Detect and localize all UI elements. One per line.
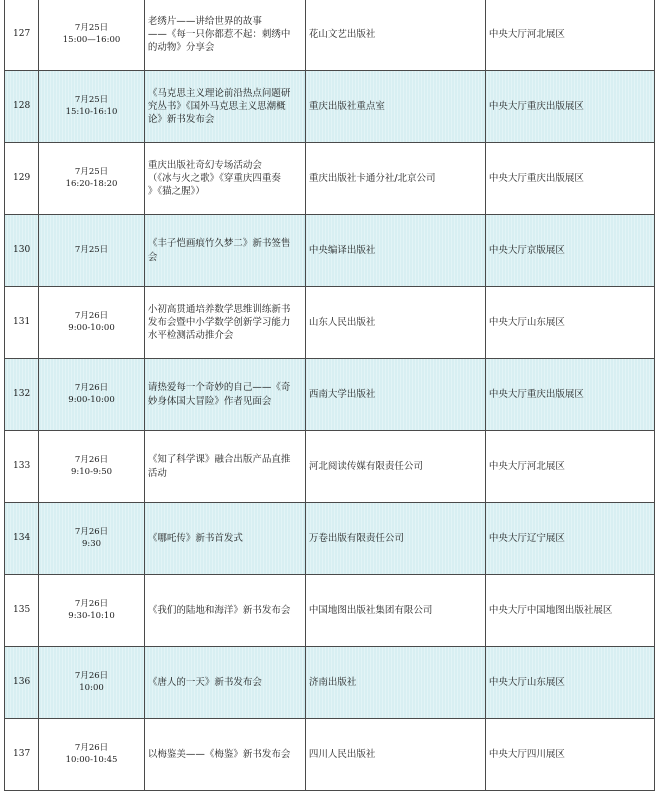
event-date: 7月25日 bbox=[74, 22, 109, 33]
datetime-cell bbox=[39, 143, 145, 215]
table-row bbox=[5, 431, 655, 503]
venue-cell: 中央大厅辽宁展区 bbox=[485, 503, 654, 575]
publisher-cell: 河北阅读传媒有限责任公司 bbox=[305, 431, 485, 503]
venue-cell: 中央大厅重庆出版展区 bbox=[485, 359, 654, 431]
datetime-cell bbox=[39, 431, 145, 503]
event-date: 7月26日 bbox=[74, 598, 109, 609]
table-row bbox=[5, 647, 655, 719]
event-title-line: 重庆出版社奇幻专场活动会 bbox=[147, 159, 262, 171]
row-number: 132 bbox=[5, 359, 39, 431]
event-title-line: 妙身体国大冒险》作者见面会 bbox=[147, 395, 272, 407]
datetime-cell bbox=[39, 647, 145, 719]
event-title-cell bbox=[144, 287, 305, 359]
row-number: 134 bbox=[5, 503, 39, 575]
event-date: 7月25日 bbox=[74, 244, 109, 255]
table-row bbox=[5, 287, 655, 359]
event-date: 7月26日 bbox=[74, 310, 109, 321]
event-title-line: 老绣片——讲给世界的故事 bbox=[147, 15, 262, 27]
event-title-line: （《冰与火之歌》《穿重庆四重奏 bbox=[147, 172, 281, 184]
venue-cell: 中央大厅中国地图出版社展区 bbox=[485, 575, 654, 647]
publisher-cell: 济南出版社 bbox=[305, 647, 485, 719]
event-date: 7月26日 bbox=[74, 526, 109, 537]
event-title-line: 水平检测活动推介会 bbox=[147, 330, 234, 342]
row-number: 137 bbox=[5, 719, 39, 791]
publisher-cell: 花山文艺出版社 bbox=[305, 0, 485, 71]
event-title-line: 的动物》分享会 bbox=[147, 42, 215, 54]
event-title-cell bbox=[144, 143, 305, 215]
publisher-cell: 中国地图出版社集团有限公司 bbox=[305, 575, 485, 647]
event-title-line: 《哪吒传》新书首发式 bbox=[147, 532, 243, 544]
event-date: 7月26日 bbox=[74, 670, 109, 681]
event-title-line: 《我们的陆地和海洋》新书发布会 bbox=[147, 604, 291, 616]
event-title-line: 请热爱每一个奇妙的自己——《奇 bbox=[147, 382, 291, 394]
venue-cell: 中央大厅四川展区 bbox=[485, 719, 654, 791]
event-title-line: 究丛书》《国外马克思主义思潮概 bbox=[147, 100, 286, 112]
event-date: 7月26日 bbox=[74, 382, 109, 393]
event-title-line: 小初高贯通培养数学思维训练新书 bbox=[147, 303, 291, 315]
publisher-cell: 四川人民出版社 bbox=[305, 719, 485, 791]
table-row bbox=[5, 359, 655, 431]
schedule-table-body bbox=[5, 0, 655, 791]
event-time: 10:00-10:45 bbox=[65, 754, 118, 765]
datetime-cell bbox=[39, 0, 145, 71]
venue-cell: 中央大厅河北展区 bbox=[485, 431, 654, 503]
row-number: 135 bbox=[5, 575, 39, 647]
event-time: 9:10-9:50 bbox=[70, 466, 113, 477]
event-date: 7月26日 bbox=[74, 742, 109, 753]
event-time: 9:30-10:10 bbox=[68, 610, 115, 621]
event-title-line: 《知了科学课》融合出版产品直推 bbox=[147, 454, 291, 466]
row-number: 129 bbox=[5, 143, 39, 215]
row-number: 136 bbox=[5, 647, 39, 719]
datetime-cell bbox=[39, 719, 145, 791]
event-date: 7月25日 bbox=[74, 94, 109, 105]
event-title-cell bbox=[144, 215, 305, 287]
row-number: 133 bbox=[5, 431, 39, 503]
row-number: 130 bbox=[5, 215, 39, 287]
table-row bbox=[5, 575, 655, 647]
table-row bbox=[5, 71, 655, 143]
event-title-line: 会 bbox=[147, 251, 158, 263]
venue-cell: 中央大厅河北展区 bbox=[485, 0, 654, 71]
event-time: 15:10-16:10 bbox=[65, 106, 118, 117]
event-time: 9:00-10:00 bbox=[68, 322, 115, 333]
event-title-line: 论》新书发布会 bbox=[147, 114, 215, 126]
event-time: 16:20-18:20 bbox=[65, 178, 118, 189]
event-title-cell bbox=[144, 0, 305, 71]
datetime-cell bbox=[39, 575, 145, 647]
event-title-cell bbox=[144, 71, 305, 143]
event-title-line: ——《每一只你都惹不起：刺绣中 bbox=[147, 28, 291, 40]
datetime-cell bbox=[39, 359, 145, 431]
venue-cell: 中央大厅重庆出版展区 bbox=[485, 71, 654, 143]
publisher-cell: 万卷出版有限责任公司 bbox=[305, 503, 485, 575]
event-title-cell bbox=[144, 431, 305, 503]
venue-cell: 中央大厅京版展区 bbox=[485, 215, 654, 287]
event-time: 15:00—16:00 bbox=[62, 34, 121, 45]
datetime-cell bbox=[39, 71, 145, 143]
event-title-line: 以梅鉴美——《梅鉴》新书发布会 bbox=[147, 748, 291, 760]
publisher-cell: 山东人民出版社 bbox=[305, 287, 485, 359]
event-time: 10:00 bbox=[79, 682, 104, 693]
publisher-cell: 中央编译出版社 bbox=[305, 215, 485, 287]
event-title-line: 发布会暨中小学数学创新学习能力 bbox=[147, 316, 291, 328]
event-title-cell bbox=[144, 359, 305, 431]
datetime-cell bbox=[39, 215, 145, 287]
event-title-line: 活动 bbox=[147, 467, 167, 479]
publisher-cell: 西南大学出版社 bbox=[305, 359, 485, 431]
event-title-line: 《马克思主义理论前沿热点问题研 bbox=[147, 87, 291, 99]
row-number: 127 bbox=[5, 0, 39, 71]
event-time: 9:30 bbox=[81, 538, 102, 549]
event-title-cell bbox=[144, 719, 305, 791]
event-title-cell bbox=[144, 575, 305, 647]
event-title-line: 《唐人的一天》新书发布会 bbox=[147, 676, 262, 688]
event-date: 7月26日 bbox=[74, 454, 109, 465]
row-number: 128 bbox=[5, 71, 39, 143]
venue-cell: 中央大厅重庆出版展区 bbox=[485, 143, 654, 215]
event-time: 9:00-10:00 bbox=[68, 394, 115, 405]
table-row bbox=[5, 143, 655, 215]
publisher-cell: 重庆出版社重点室 bbox=[305, 71, 485, 143]
event-title-cell bbox=[144, 647, 305, 719]
venue-cell: 中央大厅山东展区 bbox=[485, 287, 654, 359]
event-title-line: 《丰子恺画痕竹久梦二》新书签售 bbox=[147, 238, 291, 250]
datetime-cell bbox=[39, 287, 145, 359]
event-title-cell bbox=[144, 503, 305, 575]
event-date: 7月25日 bbox=[74, 166, 109, 177]
table-row bbox=[5, 503, 655, 575]
schedule-table bbox=[4, 0, 655, 791]
table-row bbox=[5, 0, 655, 71]
venue-cell: 中央大厅山东展区 bbox=[485, 647, 654, 719]
row-number: 131 bbox=[5, 287, 39, 359]
table-row bbox=[5, 719, 655, 791]
publisher-cell: 重庆出版社卡通分社/北京公司 bbox=[305, 143, 485, 215]
table-row bbox=[5, 215, 655, 287]
datetime-cell bbox=[39, 503, 145, 575]
event-title-line: 》《猫之腥》） bbox=[147, 186, 205, 198]
